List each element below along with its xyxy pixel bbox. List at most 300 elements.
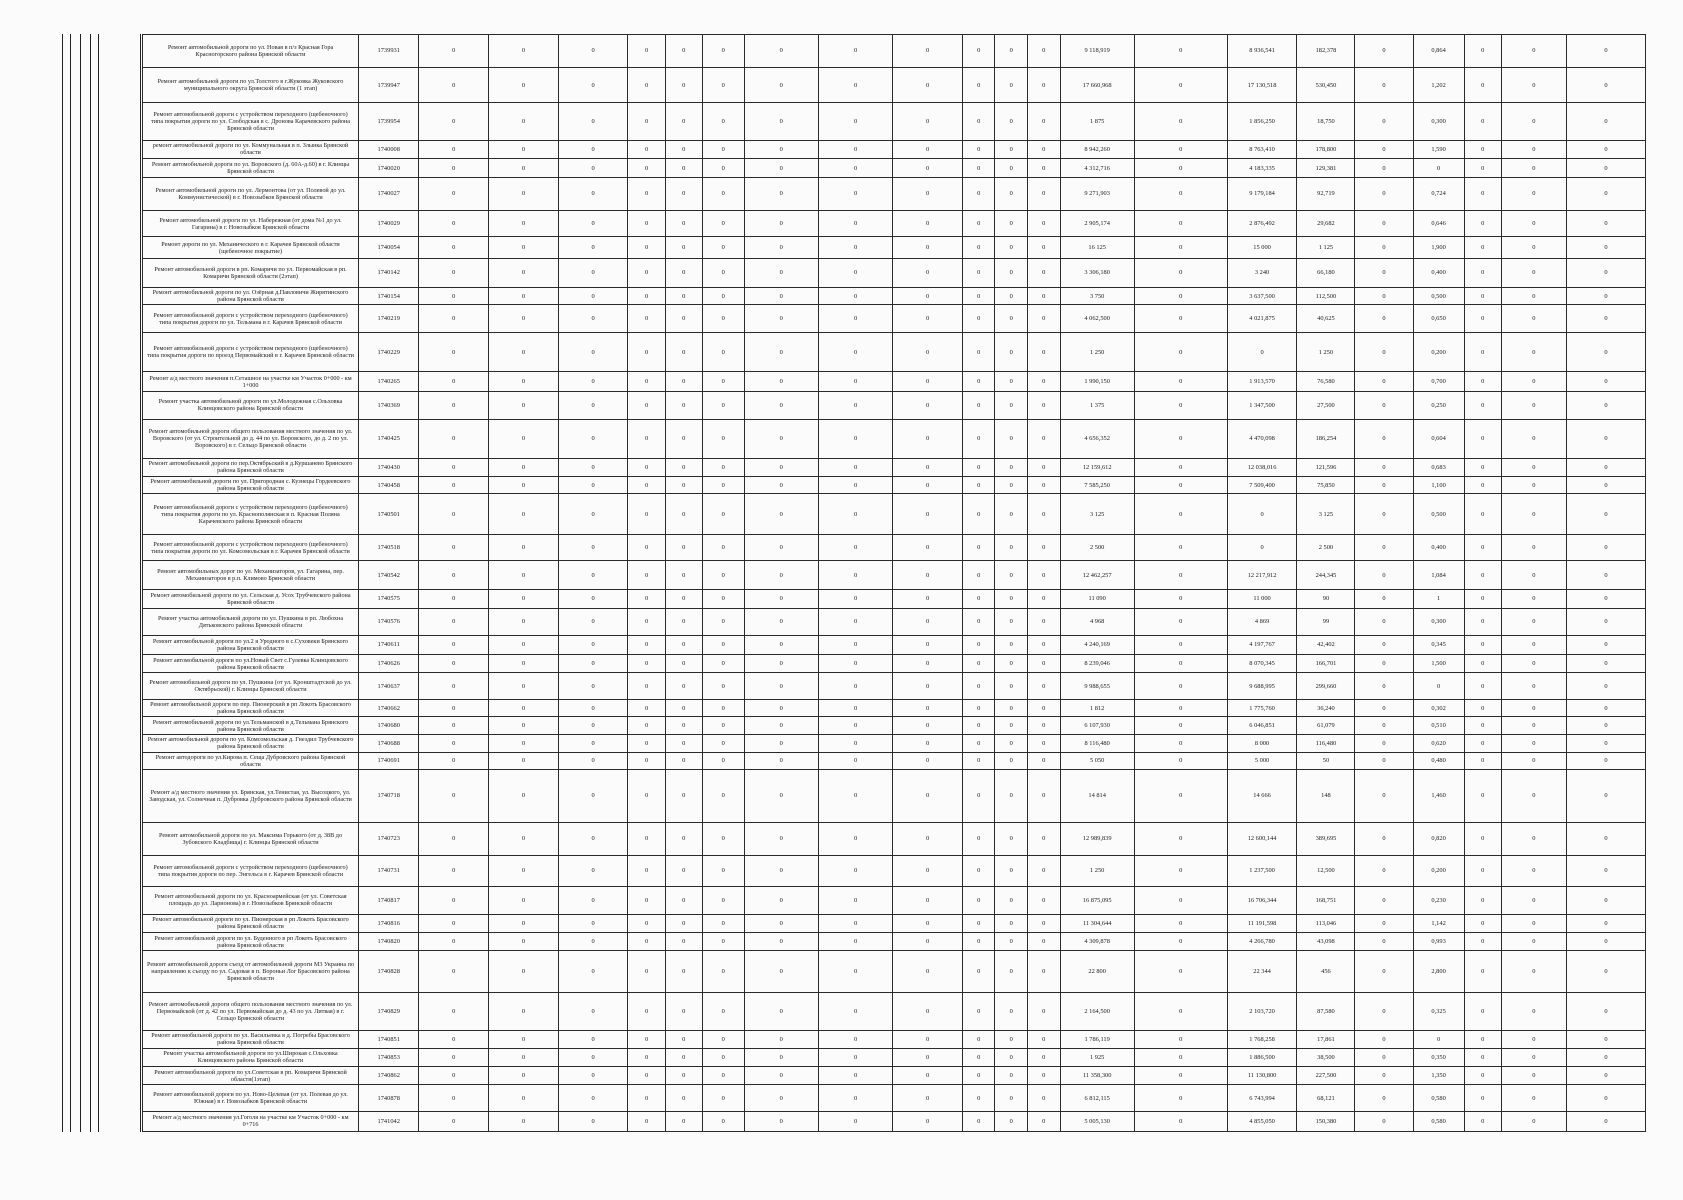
- value-cell: 0: [702, 717, 744, 735]
- value-cell: 0: [489, 459, 559, 477]
- value-cell: 0: [665, 140, 702, 159]
- total-cost-cell: 3 306,180: [1060, 259, 1134, 288]
- work-name-cell: Ремонт автомобильной дороги по ул. Ново-Целевая (от ул. Полевая до ул. Южная) в г. Новозыбков Брянской области: [143, 1085, 359, 1111]
- local-budget-cell: 87,580: [1297, 993, 1355, 1030]
- value-cell: 0: [893, 332, 963, 372]
- table-row: [143, 534, 1646, 560]
- total-cost-cell: 6 812,115: [1060, 1085, 1134, 1111]
- value-cell: 0: [419, 993, 489, 1030]
- value-cell: 0: [1027, 673, 1060, 699]
- regional-budget-cell: 11 130,800: [1227, 1066, 1297, 1085]
- total-cost-cell: 4 062,500: [1060, 305, 1134, 332]
- table-row: [143, 476, 1646, 494]
- table-row: [143, 855, 1646, 886]
- work-name-cell: Ремонт автомобильной дороги с устройством переходного (щебеночного) типа покрытия дороги по ул. Слободская в с. Дронова Карачевского района Брянской области: [143, 103, 359, 140]
- value-cell: 0: [1134, 140, 1227, 159]
- value-cell: 0: [744, 140, 818, 159]
- value-cell: 0: [1566, 140, 1645, 159]
- value-cell: 0: [1134, 210, 1227, 236]
- value-cell: 0: [1566, 419, 1645, 459]
- value-cell: 0: [419, 35, 489, 68]
- value-cell: 0: [1566, 1066, 1645, 1085]
- value-cell: 0: [962, 392, 995, 419]
- value-cell: 0: [1355, 951, 1413, 993]
- value-cell: 0: [702, 140, 744, 159]
- length-km-cell: 0,620: [1413, 734, 1464, 752]
- local-budget-cell: 150,380: [1297, 1111, 1355, 1131]
- value-cell: 0: [962, 915, 995, 933]
- value-cell: 0: [995, 103, 1028, 140]
- object-code-cell: 1740688: [359, 734, 419, 752]
- regional-budget-cell: 4 869: [1227, 608, 1297, 635]
- value-cell: 0: [962, 932, 995, 951]
- value-cell: 0: [665, 636, 702, 655]
- value-cell: 0: [893, 210, 963, 236]
- value-cell: 0: [1566, 392, 1645, 419]
- total-cost-cell: 4 968: [1060, 608, 1134, 635]
- table-row: [143, 608, 1646, 635]
- table-row: [143, 287, 1646, 305]
- value-cell: 0: [1464, 177, 1501, 210]
- table-row: [143, 159, 1646, 178]
- value-cell: 0: [1501, 210, 1566, 236]
- value-cell: 0: [1355, 855, 1413, 886]
- length-km-cell: 0,300: [1413, 608, 1464, 635]
- table-row: [143, 1111, 1646, 1131]
- value-cell: 0: [1464, 259, 1501, 288]
- value-cell: 0: [1134, 993, 1227, 1030]
- value-cell: 0: [893, 103, 963, 140]
- value-cell: 0: [962, 1085, 995, 1111]
- value-cell: 0: [702, 419, 744, 459]
- value-cell: 0: [818, 673, 892, 699]
- regional-budget-cell: 6 743,994: [1227, 1085, 1297, 1111]
- left-margin-rules: [62, 34, 140, 1132]
- local-budget-cell: 27,500: [1297, 392, 1355, 419]
- value-cell: 0: [1355, 561, 1413, 590]
- value-cell: 0: [1464, 1049, 1501, 1067]
- local-budget-cell: 182,378: [1297, 35, 1355, 68]
- value-cell: 0: [628, 1030, 665, 1049]
- value-cell: 0: [1134, 332, 1227, 372]
- table-row: [143, 494, 1646, 535]
- value-cell: 0: [995, 561, 1028, 590]
- table-row: [143, 1066, 1646, 1085]
- value-cell: 0: [558, 332, 628, 372]
- length-km-cell: 1: [1413, 589, 1464, 608]
- object-code-cell: 1740542: [359, 561, 419, 590]
- value-cell: 0: [1501, 1066, 1566, 1085]
- value-cell: 0: [995, 886, 1028, 915]
- object-code-cell: 1740828: [359, 951, 419, 993]
- regional-budget-cell: 3 637,500: [1227, 287, 1297, 305]
- work-name-cell: Ремонт автомобильной дороги по ул. Озёрная д.Павловичи Жирятинского района Брянской области: [143, 287, 359, 305]
- value-cell: 0: [995, 494, 1028, 535]
- length-km-cell: 0,400: [1413, 534, 1464, 560]
- value-cell: 0: [702, 35, 744, 68]
- length-km-cell: 0,250: [1413, 392, 1464, 419]
- object-code-cell: 1740723: [359, 822, 419, 855]
- value-cell: 0: [818, 259, 892, 288]
- value-cell: 0: [1134, 372, 1227, 392]
- value-cell: 0: [818, 494, 892, 535]
- object-code-cell: 1739954: [359, 103, 419, 140]
- value-cell: 0: [962, 734, 995, 752]
- local-budget-cell: 244,345: [1297, 561, 1355, 590]
- value-cell: 0: [1355, 237, 1413, 259]
- length-km-cell: 0,604: [1413, 419, 1464, 459]
- object-code-cell: 1740680: [359, 717, 419, 735]
- value-cell: 0: [665, 654, 702, 673]
- value-cell: 0: [744, 855, 818, 886]
- value-cell: 0: [558, 951, 628, 993]
- value-cell: 0: [1134, 67, 1227, 102]
- work-name-cell: Ремонт автомобильной дороги общего пользования местного значения по ул. Первомайской (от д. 42 по ул. Первомайская до д. 43 по ул. Литвая) в г. Сельцо Брянской области: [143, 993, 359, 1030]
- object-code-cell: 1740853: [359, 1049, 419, 1067]
- value-cell: 0: [1464, 287, 1501, 305]
- work-name-cell: Ремонт автомобильной дороги с устройством переходного (щебеночного) типа покрытия дороги по ул. Комсомольская в г. Карачев Брянской области: [143, 534, 359, 560]
- value-cell: 0: [1464, 886, 1501, 915]
- value-cell: 0: [665, 67, 702, 102]
- value-cell: 0: [818, 332, 892, 372]
- value-cell: 0: [995, 259, 1028, 288]
- value-cell: 0: [558, 210, 628, 236]
- value-cell: 0: [744, 589, 818, 608]
- value-cell: 0: [489, 752, 559, 770]
- value-cell: 0: [489, 654, 559, 673]
- object-code-cell: 1740718: [359, 770, 419, 823]
- object-code-cell: 1740142: [359, 259, 419, 288]
- value-cell: 0: [1566, 589, 1645, 608]
- value-cell: 0: [818, 159, 892, 178]
- value-cell: 0: [1134, 717, 1227, 735]
- value-cell: 0: [962, 103, 995, 140]
- value-cell: 0: [489, 332, 559, 372]
- value-cell: 0: [1566, 1111, 1645, 1131]
- value-cell: 0: [893, 534, 963, 560]
- value-cell: 0: [558, 717, 628, 735]
- value-cell: 0: [995, 392, 1028, 419]
- value-cell: 0: [1566, 717, 1645, 735]
- value-cell: 0: [702, 177, 744, 210]
- value-cell: 0: [1134, 1030, 1227, 1049]
- value-cell: 0: [893, 1049, 963, 1067]
- value-cell: 0: [995, 699, 1028, 717]
- value-cell: 0: [489, 237, 559, 259]
- value-cell: 0: [489, 673, 559, 699]
- local-budget-cell: 148: [1297, 770, 1355, 823]
- value-cell: 0: [702, 951, 744, 993]
- value-cell: 0: [1464, 210, 1501, 236]
- regional-budget-cell: 9 688,995: [1227, 673, 1297, 699]
- value-cell: 0: [1134, 305, 1227, 332]
- value-cell: 0: [665, 210, 702, 236]
- value-cell: 0: [1355, 332, 1413, 372]
- object-code-cell: 1740662: [359, 699, 419, 717]
- value-cell: 0: [1501, 534, 1566, 560]
- table-row: [143, 915, 1646, 933]
- value-cell: 0: [628, 459, 665, 477]
- value-cell: 0: [702, 915, 744, 933]
- value-cell: 0: [818, 608, 892, 635]
- value-cell: 0: [744, 886, 818, 915]
- value-cell: 0: [893, 734, 963, 752]
- object-code-cell: 1740816: [359, 915, 419, 933]
- value-cell: 0: [1566, 476, 1645, 494]
- value-cell: 0: [1464, 993, 1501, 1030]
- value-cell: 0: [893, 476, 963, 494]
- object-code-cell: 1740430: [359, 459, 419, 477]
- value-cell: 0: [818, 67, 892, 102]
- value-cell: 0: [1464, 915, 1501, 933]
- value-cell: 0: [702, 699, 744, 717]
- value-cell: 0: [1464, 1066, 1501, 1085]
- value-cell: 0: [962, 210, 995, 236]
- value-cell: 0: [628, 332, 665, 372]
- value-cell: 0: [1566, 993, 1645, 1030]
- value-cell: 0: [1134, 494, 1227, 535]
- regional-budget-cell: 22 344: [1227, 951, 1297, 993]
- regional-budget-cell: 2 103,720: [1227, 993, 1297, 1030]
- value-cell: 0: [1464, 654, 1501, 673]
- value-cell: 0: [665, 752, 702, 770]
- value-cell: 0: [744, 673, 818, 699]
- value-cell: 0: [628, 589, 665, 608]
- value-cell: 0: [1027, 855, 1060, 886]
- value-cell: 0: [818, 392, 892, 419]
- total-cost-cell: 12 159,612: [1060, 459, 1134, 477]
- value-cell: 0: [489, 951, 559, 993]
- value-cell: 0: [1566, 459, 1645, 477]
- value-cell: 0: [995, 287, 1028, 305]
- value-cell: 0: [489, 932, 559, 951]
- value-cell: 0: [628, 951, 665, 993]
- value-cell: 0: [702, 1066, 744, 1085]
- regional-budget-cell: 8 936,541: [1227, 35, 1297, 68]
- value-cell: 0: [665, 177, 702, 210]
- value-cell: 0: [744, 1111, 818, 1131]
- value-cell: 0: [995, 608, 1028, 635]
- value-cell: 0: [489, 589, 559, 608]
- object-code-cell: 1739931: [359, 35, 419, 68]
- value-cell: 0: [419, 654, 489, 673]
- length-km-cell: 0,480: [1413, 752, 1464, 770]
- road-repair-register-table: [142, 34, 1646, 1132]
- value-cell: 0: [1134, 770, 1227, 823]
- value-cell: 0: [1464, 419, 1501, 459]
- value-cell: 0: [419, 734, 489, 752]
- table-row: [143, 770, 1646, 823]
- value-cell: 0: [419, 459, 489, 477]
- value-cell: 0: [1566, 494, 1645, 535]
- local-budget-cell: 227,500: [1297, 1066, 1355, 1085]
- value-cell: 0: [995, 210, 1028, 236]
- value-cell: 0: [893, 752, 963, 770]
- total-cost-cell: 8 116,480: [1060, 734, 1134, 752]
- value-cell: 0: [1355, 993, 1413, 1030]
- table-row: [143, 822, 1646, 855]
- value-cell: 0: [744, 259, 818, 288]
- value-cell: 0: [1027, 915, 1060, 933]
- value-cell: 0: [628, 159, 665, 178]
- local-budget-cell: 29,682: [1297, 210, 1355, 236]
- length-km-cell: 0,345: [1413, 636, 1464, 655]
- value-cell: 0: [489, 305, 559, 332]
- work-name-cell: Ремонт автомобильной дороги по ул. Сельская д. Усох Трубчевского района Брянской области: [143, 589, 359, 608]
- value-cell: 0: [995, 822, 1028, 855]
- value-cell: 0: [1464, 673, 1501, 699]
- value-cell: 0: [1027, 305, 1060, 332]
- value-cell: 0: [489, 140, 559, 159]
- value-cell: 0: [558, 886, 628, 915]
- value-cell: 0: [1355, 734, 1413, 752]
- value-cell: 0: [489, 561, 559, 590]
- value-cell: 0: [744, 1049, 818, 1067]
- local-budget-cell: 178,800: [1297, 140, 1355, 159]
- value-cell: 0: [962, 35, 995, 68]
- value-cell: 0: [744, 494, 818, 535]
- table-row: [143, 654, 1646, 673]
- value-cell: 0: [1355, 534, 1413, 560]
- value-cell: 0: [1355, 459, 1413, 477]
- value-cell: 0: [628, 770, 665, 823]
- regional-budget-cell: 4 183,335: [1227, 159, 1297, 178]
- table-row: [143, 332, 1646, 372]
- local-budget-cell: 530,450: [1297, 67, 1355, 102]
- value-cell: 0: [1355, 822, 1413, 855]
- work-name-cell: Ремонт автомобильной дороги по ул.Советская в рп. Комаричи Брянской области(1этап): [143, 1066, 359, 1085]
- value-cell: 0: [702, 822, 744, 855]
- value-cell: 0: [818, 654, 892, 673]
- value-cell: 0: [1566, 237, 1645, 259]
- length-km-cell: 0,300: [1413, 103, 1464, 140]
- object-code-cell: 1740518: [359, 534, 419, 560]
- value-cell: 0: [419, 822, 489, 855]
- value-cell: 0: [744, 476, 818, 494]
- value-cell: 0: [818, 886, 892, 915]
- length-km-cell: 1,500: [1413, 654, 1464, 673]
- value-cell: 0: [702, 1085, 744, 1111]
- value-cell: 0: [962, 654, 995, 673]
- value-cell: 0: [1501, 993, 1566, 1030]
- value-cell: 0: [962, 752, 995, 770]
- value-cell: 0: [995, 673, 1028, 699]
- value-cell: 0: [1464, 951, 1501, 993]
- value-cell: 0: [995, 932, 1028, 951]
- value-cell: 0: [419, 419, 489, 459]
- regional-budget-cell: 6 046,851: [1227, 717, 1297, 735]
- value-cell: 0: [1464, 35, 1501, 68]
- work-name-cell: Ремонт участка автомобильной дороги по ул.Молодежная с.Ольховка Клинцовского района Брянской области: [143, 392, 359, 419]
- value-cell: 0: [893, 1085, 963, 1111]
- value-cell: 0: [744, 699, 818, 717]
- regional-budget-cell: 1 856,250: [1227, 103, 1297, 140]
- total-cost-cell: 7 585,250: [1060, 476, 1134, 494]
- total-cost-cell: 9 271,903: [1060, 177, 1134, 210]
- length-km-cell: 0,650: [1413, 305, 1464, 332]
- value-cell: 0: [628, 636, 665, 655]
- value-cell: 0: [962, 237, 995, 259]
- object-code-cell: 1740829: [359, 993, 419, 1030]
- value-cell: 0: [1501, 717, 1566, 735]
- value-cell: 0: [702, 993, 744, 1030]
- value-cell: 0: [489, 1085, 559, 1111]
- value-cell: 0: [665, 259, 702, 288]
- value-cell: 0: [1355, 210, 1413, 236]
- table-row: [143, 67, 1646, 102]
- value-cell: 0: [1134, 951, 1227, 993]
- value-cell: 0: [893, 673, 963, 699]
- value-cell: 0: [1355, 35, 1413, 68]
- value-cell: 0: [1566, 654, 1645, 673]
- value-cell: 0: [818, 855, 892, 886]
- object-code-cell: 1740501: [359, 494, 419, 535]
- value-cell: 0: [702, 159, 744, 178]
- object-code-cell: 1740576: [359, 608, 419, 635]
- value-cell: 0: [1464, 103, 1501, 140]
- value-cell: 0: [702, 287, 744, 305]
- value-cell: 0: [893, 259, 963, 288]
- total-cost-cell: 1 250: [1060, 855, 1134, 886]
- value-cell: 0: [962, 419, 995, 459]
- total-cost-cell: 22 800: [1060, 951, 1134, 993]
- value-cell: 0: [665, 1085, 702, 1111]
- value-cell: 0: [1027, 372, 1060, 392]
- value-cell: 0: [1355, 287, 1413, 305]
- value-cell: 0: [1027, 1111, 1060, 1131]
- value-cell: 0: [419, 177, 489, 210]
- value-cell: 0: [702, 654, 744, 673]
- value-cell: 0: [1501, 140, 1566, 159]
- total-cost-cell: 16 875,095: [1060, 886, 1134, 915]
- margin-rule: [90, 34, 91, 1132]
- work-name-cell: Ремонт автомобильных дорог по ул. Механизаторов, ул. Гагарина, пер. Механизаторов в р.п. Климово Брянской области: [143, 561, 359, 590]
- value-cell: 0: [818, 822, 892, 855]
- total-cost-cell: 1 250: [1060, 332, 1134, 372]
- value-cell: 0: [818, 210, 892, 236]
- value-cell: 0: [995, 1030, 1028, 1049]
- work-name-cell: Ремонт автомобильной дороги съезд от автомобильной дороги М3 Украина по направлению к съезду по ул. Садовая в п. Вороньи Лог Брасовского района Брянской области: [143, 951, 359, 993]
- value-cell: 0: [818, 734, 892, 752]
- local-budget-cell: 43,098: [1297, 932, 1355, 951]
- work-name-cell: Ремонт автомобильной дороги по пер.Октябрьский в д.Куршанево Брянского района Брянской области: [143, 459, 359, 477]
- value-cell: 0: [893, 237, 963, 259]
- value-cell: 0: [995, 237, 1028, 259]
- table-row: [143, 1049, 1646, 1067]
- value-cell: 0: [1355, 1111, 1413, 1131]
- length-km-cell: 1,202: [1413, 67, 1464, 102]
- work-name-cell: Ремонт автомобильной дороги по ул. Пушкина (от ул. Кронштадтской до ул. Октябрьской) г. Клинцы Брянской области: [143, 673, 359, 699]
- value-cell: 0: [744, 305, 818, 332]
- object-code-cell: 1740458: [359, 476, 419, 494]
- value-cell: 0: [1464, 717, 1501, 735]
- local-budget-cell: 42,402: [1297, 636, 1355, 655]
- value-cell: 0: [818, 1066, 892, 1085]
- total-cost-cell: 6 107,930: [1060, 717, 1134, 735]
- work-name-cell: Ремонт автомобильной дороги по ул.Тельманской в д.Тельмана Брянского района Брянской области: [143, 717, 359, 735]
- value-cell: 0: [419, 855, 489, 886]
- value-cell: 0: [1464, 392, 1501, 419]
- total-cost-cell: 1 925: [1060, 1049, 1134, 1067]
- value-cell: 0: [1501, 770, 1566, 823]
- value-cell: 0: [665, 476, 702, 494]
- value-cell: 0: [1134, 752, 1227, 770]
- value-cell: 0: [628, 103, 665, 140]
- value-cell: 0: [628, 534, 665, 560]
- value-cell: 0: [1566, 159, 1645, 178]
- work-name-cell: Ремонт автомобильной дороги по ул. Набережная (от дома №1 до ул. Гагарина) в г. Новозыбков Брянской области: [143, 210, 359, 236]
- value-cell: 0: [558, 159, 628, 178]
